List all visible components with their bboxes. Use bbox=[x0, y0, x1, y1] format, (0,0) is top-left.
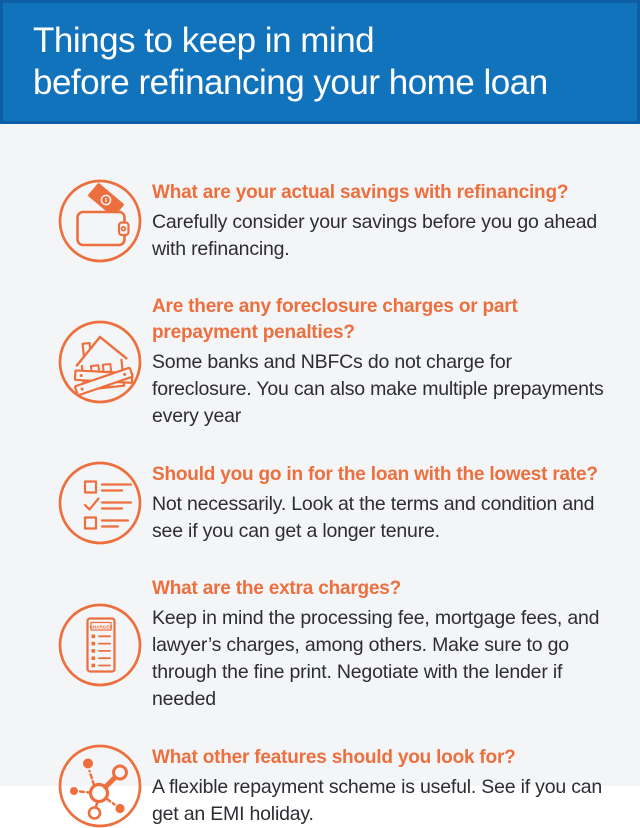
section-heading: What are the extra charges? bbox=[152, 578, 402, 599]
section-body: Some banks and NBFCs do not charge for foreclosure. You can also make multiple prepayments every year bbox=[152, 351, 604, 427]
page-title-line2: before refinancing your home loan bbox=[33, 63, 548, 102]
section-heading: What are your actual savings with refinancing? bbox=[152, 181, 569, 203]
section-other-features-text bbox=[152, 745, 610, 828]
section-extra-charges bbox=[58, 576, 610, 713]
page-title-line1: Things to keep in mind bbox=[33, 21, 375, 60]
wallet-icon bbox=[58, 179, 142, 263]
section-lowest-rate-text bbox=[152, 462, 610, 545]
section-heading: What other features should you look for? bbox=[152, 746, 516, 768]
section-foreclosure bbox=[58, 294, 610, 430]
section-heading: Should you go in for the loan with the lowest rate? bbox=[152, 463, 598, 485]
section-heading: Are there any foreclosure charges or part prepayment penalties? bbox=[152, 296, 518, 343]
foreclosure-house-icon bbox=[58, 320, 142, 404]
network-icon bbox=[58, 744, 142, 828]
section-body: A flexible repayment scheme is useful. See if you can get an EMI holiday. bbox=[152, 775, 603, 825]
section-extra-charges-text bbox=[152, 576, 610, 713]
section-body: Keep in mind the processing fee, mortgage fees, and lawyer’s charges, among others. Make sure to go through the fine print. Negotiate with the lender if needed bbox=[152, 607, 600, 710]
section-body: Carefully consider your savings before you go ahead with refinancing. bbox=[152, 210, 598, 260]
section-body: Not necessarily. Look at the terms and condition and see if you can get a longer tenure. bbox=[152, 492, 595, 542]
page-title bbox=[33, 20, 617, 104]
section-lowest-rate bbox=[58, 461, 610, 545]
section-savings-text bbox=[152, 180, 610, 263]
charges-document-icon bbox=[58, 603, 142, 687]
section-other-features bbox=[58, 744, 610, 828]
section-savings bbox=[58, 179, 610, 263]
header-banner bbox=[0, 0, 640, 124]
content-area bbox=[0, 124, 640, 828]
charges-label: CHARGES bbox=[89, 623, 113, 629]
checklist-icon bbox=[58, 461, 142, 545]
section-foreclosure-text bbox=[152, 294, 610, 430]
